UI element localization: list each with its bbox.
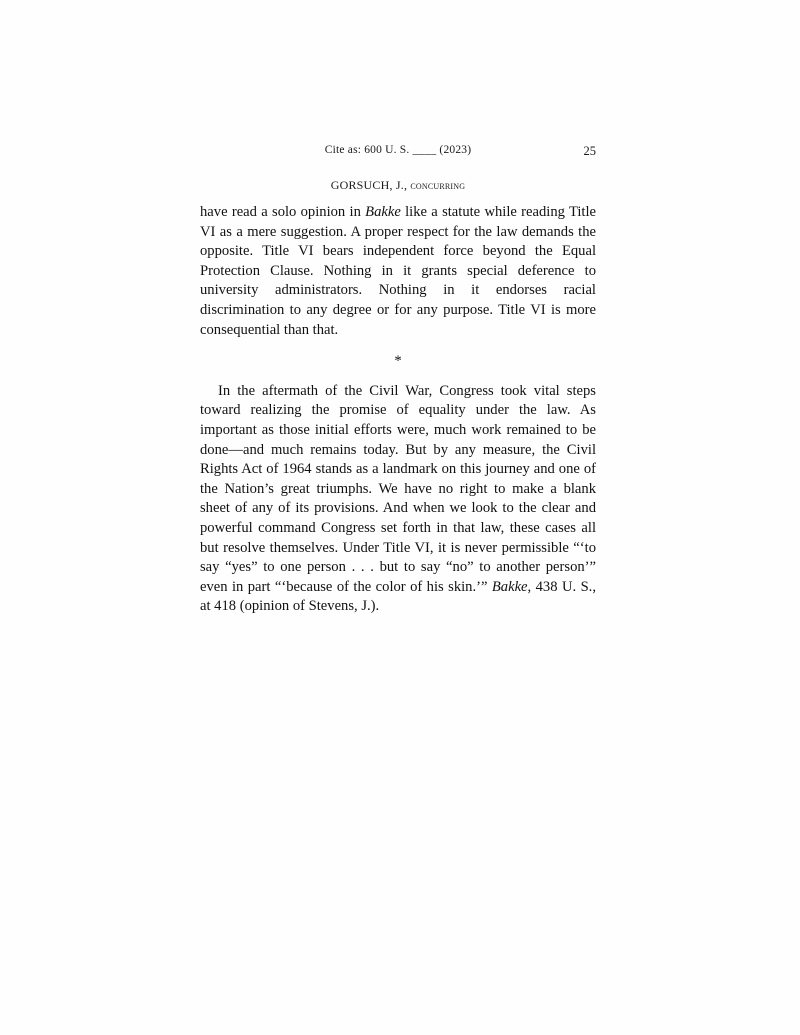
text-run: have read a solo opinion in — [200, 204, 366, 220]
text-run: Bakke — [365, 204, 401, 220]
page-header — [200, 144, 596, 162]
text-run: like a statute while reading Title VI as a mere suggestion. A proper respect for the law demands the opposite. Title VI bears independent force beyond the Equal Protection Clause. Nothing in it grants special deference to university administrators. Nothing in it endorses racial discrimination to any degree or for any purpose. Title VI is more consequential than that. — [200, 204, 596, 338]
citation-line: Cite as: 600 U. S. ____ (2023) — [324, 144, 472, 156]
section-separator: * — [394, 353, 402, 370]
text-run: Bakke — [491, 578, 528, 595]
page-number: 25 — [583, 144, 596, 158]
document-body — [200, 203, 596, 617]
text-run: In the aftermath of the Civil War, Congress took vital steps toward realizing the promise of equality under the law. As important as those initial efforts were, much work remained to be done—and much remains today. But by any measure, the Civil Rights Act of 1964 stands as a landmark on this journey and one of the Nation’s great triumphs. We have no right to make a blank sheet of any of its provisions. And when we look to the clear and powerful command Congress set forth in that law, these cases all but resolve themselves. Under Title VI, it is never permissible “‘to say “yes” to one person . . . but to say “no” to another person’” even in part “‘because of the color of his skin.’” — [200, 382, 596, 595]
opinion-attribution-text: GORSUCH, J., concurring — [330, 178, 466, 192]
paragraph-1 — [200, 203, 596, 340]
text-run: , 438 U. S., at 418 (opinion of Stevens, J.). — [200, 578, 596, 615]
paragraph-2 — [200, 382, 596, 617]
opinion-attribution — [200, 178, 596, 193]
